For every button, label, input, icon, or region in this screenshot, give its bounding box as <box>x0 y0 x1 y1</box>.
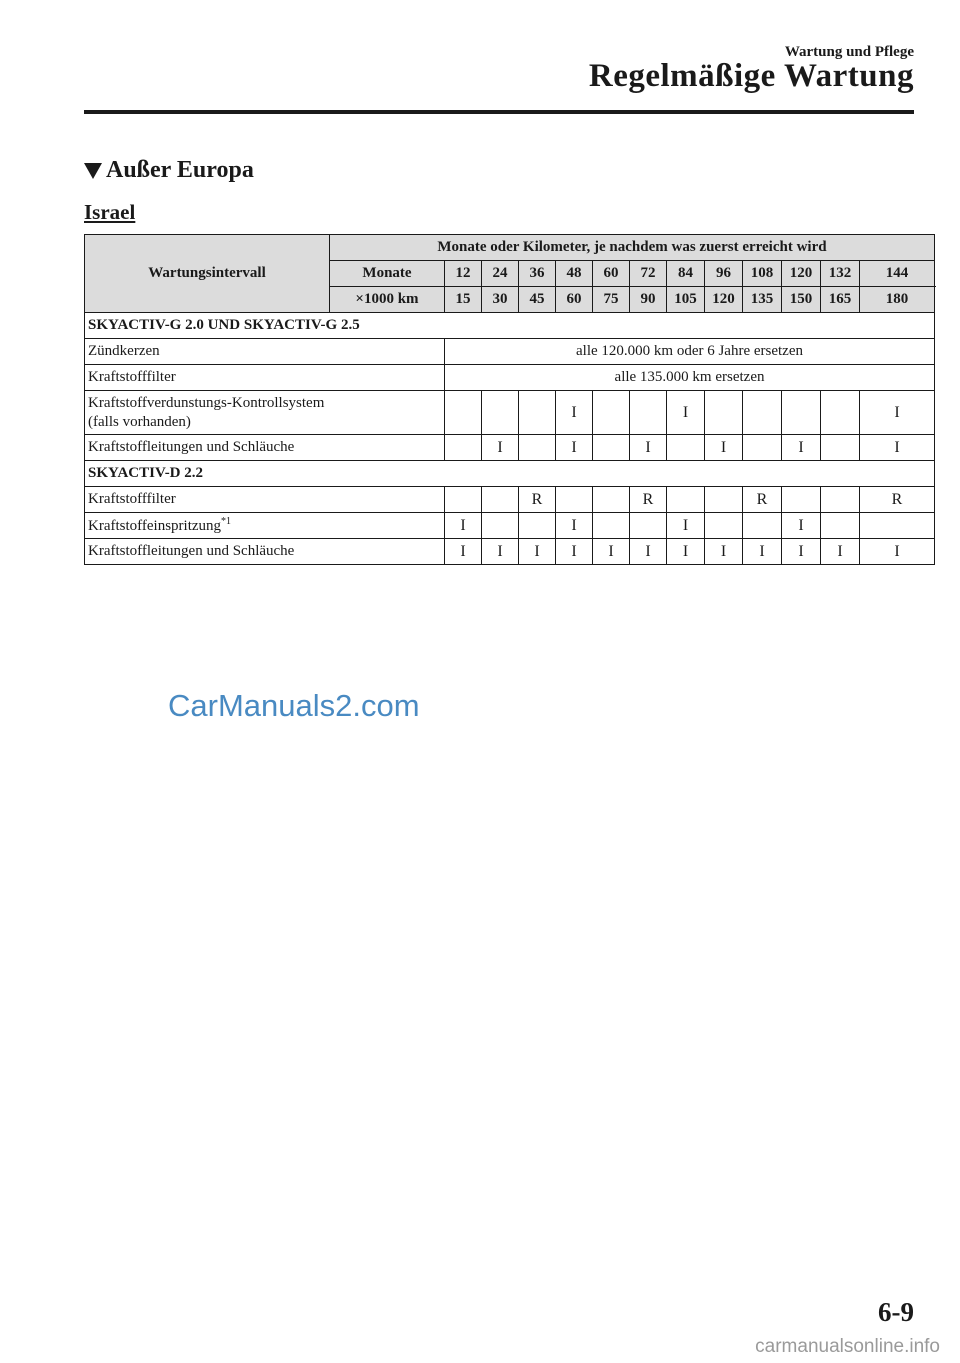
interval-mark-cell: I <box>630 435 667 461</box>
table-row <box>85 365 935 391</box>
interval-mark-cell <box>556 487 593 513</box>
interval-mark-cell <box>821 487 860 513</box>
interval-mark-cell <box>593 391 630 435</box>
item-label <box>85 513 445 539</box>
interval-mark-cell: I <box>630 539 667 565</box>
interval-mark-cell <box>445 487 482 513</box>
interval-mark-cell: I <box>556 539 593 565</box>
page-number: 6-9 <box>878 1297 914 1327</box>
interval-mark-cell: R <box>860 487 935 513</box>
interval-mark-cell <box>593 435 630 461</box>
section-heading <box>84 157 254 184</box>
table-row <box>85 487 935 513</box>
month-cell: 96 <box>705 261 743 287</box>
table-row <box>85 513 935 539</box>
interval-mark-cell: I <box>667 539 705 565</box>
km-cell: 15 <box>445 287 482 313</box>
item-label-text: Kraftstoffleitungen und Schläuche <box>88 543 295 559</box>
interval-mark-cell: I <box>482 539 519 565</box>
month-cell: 12 <box>445 261 482 287</box>
interval-mark-cell: I <box>556 391 593 435</box>
section-title: Außer Europa <box>106 157 254 183</box>
months-label-cell: Monate <box>330 261 445 287</box>
interval-mark-cell <box>519 513 556 539</box>
month-cell: 144 <box>860 261 935 287</box>
interval-mark-cell <box>482 513 519 539</box>
interval-mark-cell: I <box>593 539 630 565</box>
month-cell: 24 <box>482 261 519 287</box>
interval-mark-cell <box>705 513 743 539</box>
interval-mark-cell <box>743 391 782 435</box>
interval-mark-cell: I <box>782 513 821 539</box>
km-cell: 60 <box>556 287 593 313</box>
item-label <box>85 487 445 513</box>
km-cell: 180 <box>860 287 935 313</box>
interval-mark-cell: I <box>860 539 935 565</box>
item-label <box>85 365 445 391</box>
triangle-down-icon <box>84 163 102 179</box>
interval-mark-cell <box>519 435 556 461</box>
interval-mark-cell <box>821 391 860 435</box>
interval-mark-cell: I <box>482 435 519 461</box>
item-label <box>85 539 445 565</box>
interval-mark-cell: I <box>667 513 705 539</box>
chapter-heading: Wartung und Pflege <box>784 44 914 60</box>
page-title: Regelmäßige Wartung <box>588 58 914 94</box>
interval-mark-cell <box>445 391 482 435</box>
month-cell: 36 <box>519 261 556 287</box>
interval-mark-cell: I <box>860 391 935 435</box>
item-label-text: Kraftstoffleitungen und Schläuche <box>88 439 295 455</box>
interval-mark-cell: I <box>705 435 743 461</box>
interval-mark-cell: I <box>821 539 860 565</box>
interval-mark-cell: I <box>860 435 935 461</box>
interval-mark-cell <box>667 435 705 461</box>
footnote-marker: *1 <box>221 516 232 527</box>
km-cell: 150 <box>782 287 821 313</box>
interval-mark-cell <box>593 487 630 513</box>
month-cell: 108 <box>743 261 782 287</box>
interval-mark-cell <box>705 487 743 513</box>
group-title: SKYACTIV-G 2.0 UND SKYACTIV-G 2.5 <box>85 313 935 339</box>
interval-mark-cell: I <box>445 539 482 565</box>
interval-mark-cell <box>743 513 782 539</box>
interval-mark-cell <box>593 513 630 539</box>
interval-mark-cell <box>630 391 667 435</box>
footer-watermark: carmanualsonline.info <box>755 1336 940 1357</box>
item-label <box>85 391 445 435</box>
km-cell: 75 <box>593 287 630 313</box>
interval-mark-cell <box>782 487 821 513</box>
interval-mark-cell: I <box>519 539 556 565</box>
km-label-cell: ×1000 km <box>330 287 445 313</box>
item-label-text: Kraftstofffilter <box>88 491 176 507</box>
group-row <box>85 313 935 339</box>
interval-mark-cell: I <box>445 513 482 539</box>
interval-label-cell: Wartungsintervall <box>85 235 330 313</box>
month-cell: 60 <box>593 261 630 287</box>
interval-mark-cell <box>519 391 556 435</box>
month-cell: 72 <box>630 261 667 287</box>
interval-text-cell: alle 135.000 km ersetzen <box>445 365 935 391</box>
item-label-text: Zündkerzen <box>88 343 160 359</box>
km-cell: 165 <box>821 287 860 313</box>
group-row <box>85 461 935 487</box>
table-row <box>85 539 935 565</box>
interval-mark-cell <box>743 435 782 461</box>
item-label-text: Kraftstofffilter <box>88 369 176 385</box>
interval-mark-cell: R <box>630 487 667 513</box>
interval-mark-cell: I <box>556 435 593 461</box>
month-cell: 84 <box>667 261 705 287</box>
interval-mark-cell: I <box>556 513 593 539</box>
table-row <box>85 339 935 365</box>
interval-mark-cell <box>821 513 860 539</box>
interval-mark-cell: I <box>782 435 821 461</box>
km-cell: 135 <box>743 287 782 313</box>
interval-mark-cell <box>860 513 935 539</box>
maintenance-schedule-table <box>84 234 935 565</box>
interval-text-cell: alle 120.000 km oder 6 Jahre ersetzen <box>445 339 935 365</box>
interval-mark-cell: I <box>743 539 782 565</box>
table-row <box>85 435 935 461</box>
interval-mark-cell <box>705 391 743 435</box>
interval-mark-cell: R <box>519 487 556 513</box>
table-header-row <box>85 235 935 261</box>
table-row <box>85 391 935 435</box>
item-label-line: Kraftstoffverdunstungs-Kontrollsystem <box>88 394 325 411</box>
interval-mark-cell: I <box>782 539 821 565</box>
month-cell: 132 <box>821 261 860 287</box>
interval-mark-cell <box>667 487 705 513</box>
item-label <box>85 339 445 365</box>
header-rule <box>84 110 914 114</box>
item-label-line: (falls vorhanden) <box>88 413 191 430</box>
interval-mark-cell <box>630 513 667 539</box>
item-label-text: Kraftstoffeinspritzung <box>88 518 222 534</box>
interval-mark-cell: R <box>743 487 782 513</box>
interval-span-cell: Monate oder Kilometer, je nachdem was zuerst erreicht wird <box>330 235 935 261</box>
item-label <box>85 435 445 461</box>
interval-mark-cell <box>782 391 821 435</box>
km-cell: 120 <box>705 287 743 313</box>
month-cell: 120 <box>782 261 821 287</box>
interval-mark-cell <box>482 391 519 435</box>
interval-mark-cell: I <box>667 391 705 435</box>
interval-mark-cell <box>821 435 860 461</box>
km-cell: 105 <box>667 287 705 313</box>
interval-mark-cell: I <box>705 539 743 565</box>
km-cell: 30 <box>482 287 519 313</box>
km-cell: 90 <box>630 287 667 313</box>
interval-mark-cell <box>482 487 519 513</box>
group-title: SKYACTIV-D 2.2 <box>85 461 935 487</box>
subsection-title: Israel <box>84 200 136 224</box>
watermark-logo: CarManuals2.com <box>168 688 420 723</box>
interval-mark-cell <box>445 435 482 461</box>
km-cell: 45 <box>519 287 556 313</box>
month-cell: 48 <box>556 261 593 287</box>
